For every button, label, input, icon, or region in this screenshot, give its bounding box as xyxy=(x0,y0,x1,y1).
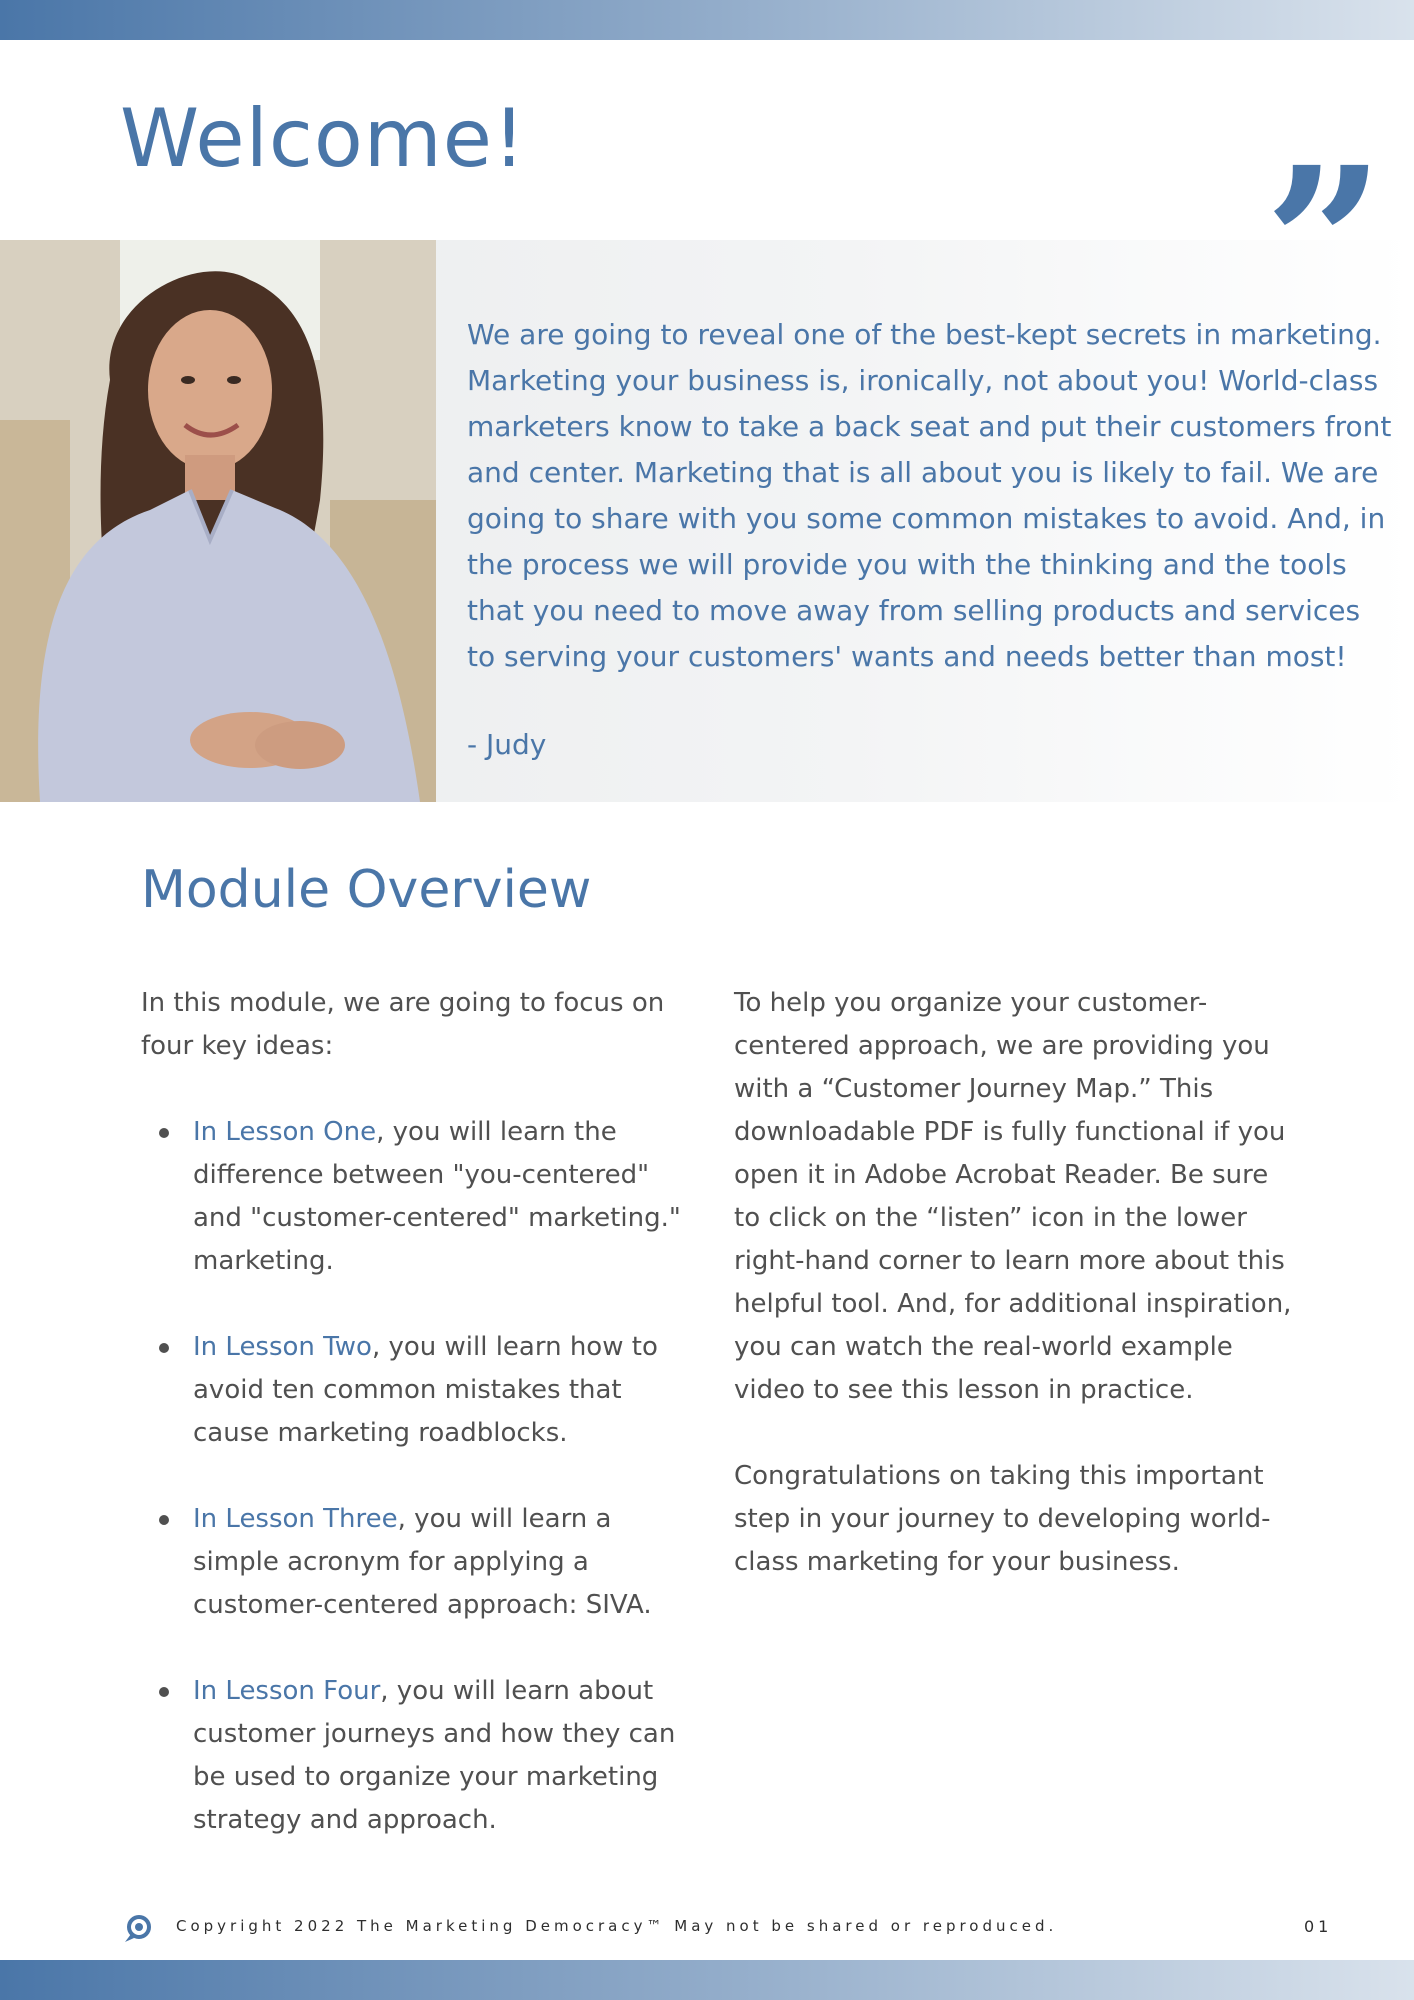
bullet-icon xyxy=(159,1687,169,1697)
author-photo xyxy=(0,240,436,802)
lesson-four-link[interactable]: In Lesson Four xyxy=(193,1676,381,1706)
lesson-one-link[interactable]: In Lesson One xyxy=(193,1117,377,1147)
lesson-description: , you will learn how to avoid ten common mistakes that cause marketing roadblocks. xyxy=(193,1332,658,1448)
page-title: Welcome! xyxy=(120,92,527,185)
quote-author: - Judy xyxy=(467,728,547,761)
bullet-icon xyxy=(159,1128,169,1138)
list-item xyxy=(193,1326,691,1455)
lesson-three-link[interactable]: In Lesson Three xyxy=(193,1504,398,1534)
lesson-description: , you will learn about customer journeys and how they can be used to organize your marketing strategy and approach. xyxy=(193,1676,676,1835)
section-title: Module Overview xyxy=(141,860,592,920)
congratulations-paragraph: Congratulations on taking this important step in your journey to developing world-class marketing for your business. xyxy=(734,1461,1271,1577)
lesson-two-link[interactable]: In Lesson Two xyxy=(193,1332,372,1362)
page-number: 01 xyxy=(1304,1917,1333,1936)
overview-right-column xyxy=(734,982,1294,1584)
lesson-description: , you will learn the difference between "you-centered" and "customer-centered" marketing." marketing. xyxy=(193,1117,681,1276)
brand-logo-icon xyxy=(122,1914,152,1944)
bullet-icon xyxy=(159,1343,169,1353)
top-decorative-band xyxy=(0,0,1414,40)
journey-map-paragraph: To help you organize your customer-centered approach, we are providing you with a “Customer Journey Map.” This downloadable PDF is fully functional if you open it in Adobe Acrobat Reader. Be sure to click on the “listen” icon in the lower right-hand corner to learn more about this helpful tool. And, for additional inspiration, you can watch the real-world example video to see this lesson in practice. xyxy=(734,988,1292,1405)
list-item xyxy=(193,1670,691,1842)
overview-left-column xyxy=(141,982,691,1885)
quote-icon: ” xyxy=(1264,121,1385,368)
list-item xyxy=(193,1498,691,1627)
bottom-decorative-band xyxy=(0,1960,1414,2000)
bullet-icon xyxy=(159,1515,169,1525)
author-photo-illustration xyxy=(0,240,436,802)
lesson-description: , you will learn a simple acronym for applying a customer-centered approach: SIVA. xyxy=(193,1504,652,1620)
quote-text: We are going to reveal one of the best-kept secrets in marketing. Marketing your business is, ironically, not about you! World-class marketers know to take a back seat and put their customers front and center. Marketing that is all about you is likely to fail. We are going to share with you some common mistakes to avoid. And, in the process we will provide you with the thinking and the tools that you need to move away from selling products and services to serving your customers' wants and needs better than most! xyxy=(467,318,1392,673)
copyright-text: Copyright 2022 The Marketing Democracy™ May not be shared or reproduced. xyxy=(176,1917,1058,1935)
list-item xyxy=(193,1111,691,1283)
overview-intro: In this module, we are going to focus on four key ideas: xyxy=(141,988,665,1061)
lesson-list xyxy=(141,1111,691,1842)
